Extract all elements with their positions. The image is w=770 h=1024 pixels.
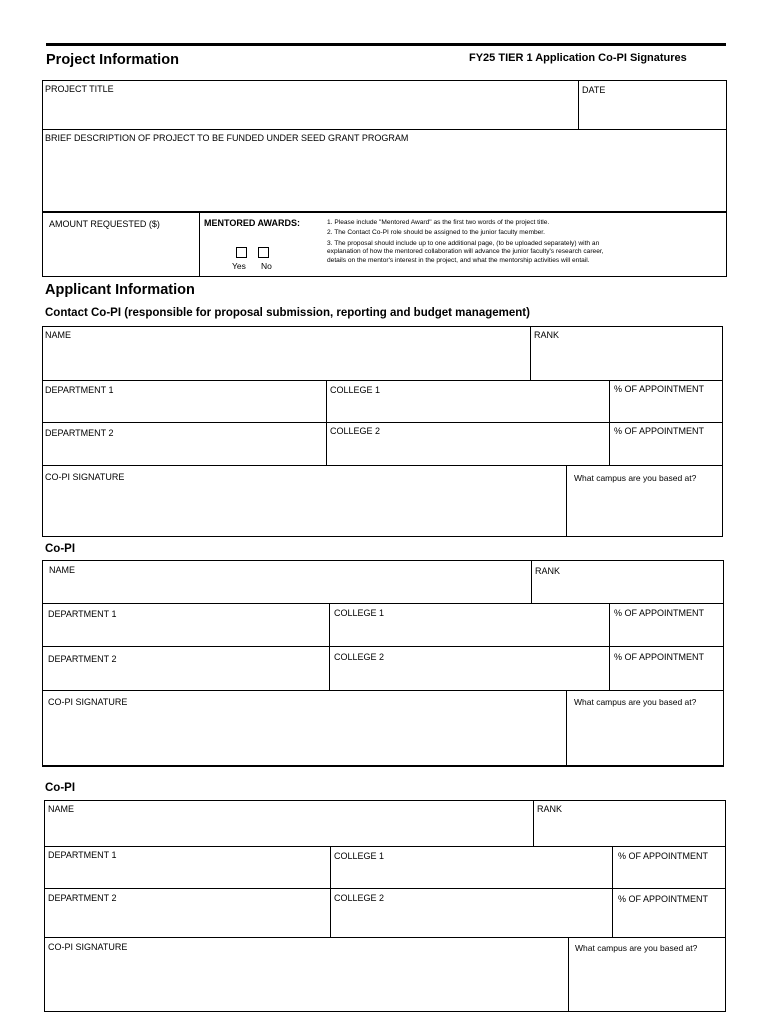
date-field[interactable]: DATE <box>582 85 606 95</box>
note-3: 3. The proposal should include up to one additional page, (to be uploaded separately) with an <box>327 239 600 247</box>
divider <box>609 380 610 465</box>
campus-field[interactable]: What campus are you based at? <box>574 697 697 707</box>
divider <box>568 937 569 1012</box>
copi-heading-1: Co-PI <box>45 543 76 555</box>
divider <box>566 465 567 537</box>
rank-field[interactable]: RANK <box>534 330 560 340</box>
name-field[interactable]: NAME <box>45 330 72 340</box>
college1-field[interactable]: COLLEGE 1 <box>334 851 385 861</box>
divider <box>42 380 723 381</box>
section-title-project: Project Information <box>46 52 179 68</box>
copi-box-2 <box>44 800 726 1012</box>
appointment1-field[interactable]: % OF APPOINTMENT <box>618 851 709 861</box>
appointment1-field[interactable]: % OF APPOINTMENT <box>614 608 705 618</box>
section-title-applicant: Applicant Information <box>45 282 195 298</box>
college2-field[interactable]: COLLEGE 2 <box>334 652 385 662</box>
note-2: 2. The Contact Co-PI role should be assigned to the junior faculty member. <box>327 229 545 237</box>
header-rule <box>46 43 726 46</box>
divider <box>326 380 327 465</box>
yes-label: Yes <box>232 261 246 271</box>
divider <box>42 603 724 604</box>
mentored-no-checkbox[interactable] <box>258 247 269 258</box>
divider <box>530 326 531 380</box>
mentored-yes-checkbox[interactable] <box>236 247 247 258</box>
divider <box>329 603 330 690</box>
mentored-awards-label: MENTORED AWARDS: <box>204 218 301 228</box>
college2-field[interactable]: COLLEGE 2 <box>334 893 385 903</box>
rank-field[interactable]: RANK <box>537 804 563 814</box>
department2-field[interactable]: DEPARTMENT 2 <box>48 893 117 903</box>
copi-box-1 <box>42 560 724 767</box>
signature-field[interactable]: CO-PI SIGNATURE <box>48 942 128 952</box>
note-1: 1. Please include "Mentored Award" as the first two words of the project title. <box>327 219 550 226</box>
campus-field[interactable]: What campus are you based at? <box>575 943 698 953</box>
college1-field[interactable]: COLLEGE 1 <box>334 608 385 618</box>
divider <box>533 800 534 846</box>
divider <box>44 888 726 889</box>
appointment1-field[interactable]: % OF APPOINTMENT <box>614 384 705 394</box>
name-field[interactable]: NAME <box>48 804 75 814</box>
department2-field[interactable]: DEPARTMENT 2 <box>45 428 114 438</box>
campus-field[interactable]: What campus are you based at? <box>574 473 697 483</box>
department2-field[interactable]: DEPARTMENT 2 <box>48 654 117 664</box>
divider <box>609 603 610 690</box>
divider <box>612 846 613 937</box>
copi-heading-2: Co-PI <box>45 782 76 794</box>
divider <box>42 690 724 691</box>
no-label: No <box>261 261 272 271</box>
appointment2-field[interactable]: % OF APPOINTMENT <box>618 894 709 904</box>
divider <box>330 846 331 937</box>
appointment2-field[interactable]: % OF APPOINTMENT <box>614 652 705 662</box>
name-field[interactable]: NAME <box>49 565 76 575</box>
divider <box>566 690 567 767</box>
divider <box>42 211 727 213</box>
divider <box>199 211 200 277</box>
project-title-field[interactable]: PROJECT TITLE <box>45 84 114 94</box>
divider <box>42 646 724 647</box>
form-title: FY25 TIER 1 Application Co-PI Signatures <box>469 52 687 64</box>
department1-field[interactable]: DEPARTMENT 1 <box>48 850 117 860</box>
rank-field[interactable]: RANK <box>535 566 561 576</box>
signature-field[interactable]: CO-PI SIGNATURE <box>45 472 125 482</box>
department1-field[interactable]: DEPARTMENT 1 <box>45 385 114 395</box>
divider <box>42 465 723 466</box>
divider <box>531 560 532 603</box>
description-field[interactable]: BRIEF DESCRIPTION OF PROJECT TO BE FUNDED UNDER SEED GRANT PROGRAM <box>45 133 409 143</box>
divider <box>44 846 726 847</box>
college2-field[interactable]: COLLEGE 2 <box>330 426 381 436</box>
divider <box>42 129 727 130</box>
amount-requested-field[interactable]: AMOUNT REQUESTED ($) <box>49 219 160 229</box>
contact-copi-heading: Contact Co-PI (responsible for proposal submission, reporting and budget management) <box>45 307 530 319</box>
college1-field[interactable]: COLLEGE 1 <box>330 385 381 395</box>
mentored-notes <box>327 219 604 265</box>
divider <box>42 422 723 423</box>
department1-field[interactable]: DEPARTMENT 1 <box>48 609 117 619</box>
divider <box>44 937 726 938</box>
signature-field[interactable]: CO-PI SIGNATURE <box>48 697 128 707</box>
divider <box>578 80 579 130</box>
appointment2-field[interactable]: % OF APPOINTMENT <box>614 426 705 436</box>
note-3-cont2: details on the mentor's interest in the project, and what the mentorship activities will entail. <box>327 256 590 264</box>
note-3-cont: explanation of how the mentored collaboration will advance the junior faculty's research career, <box>327 248 604 256</box>
